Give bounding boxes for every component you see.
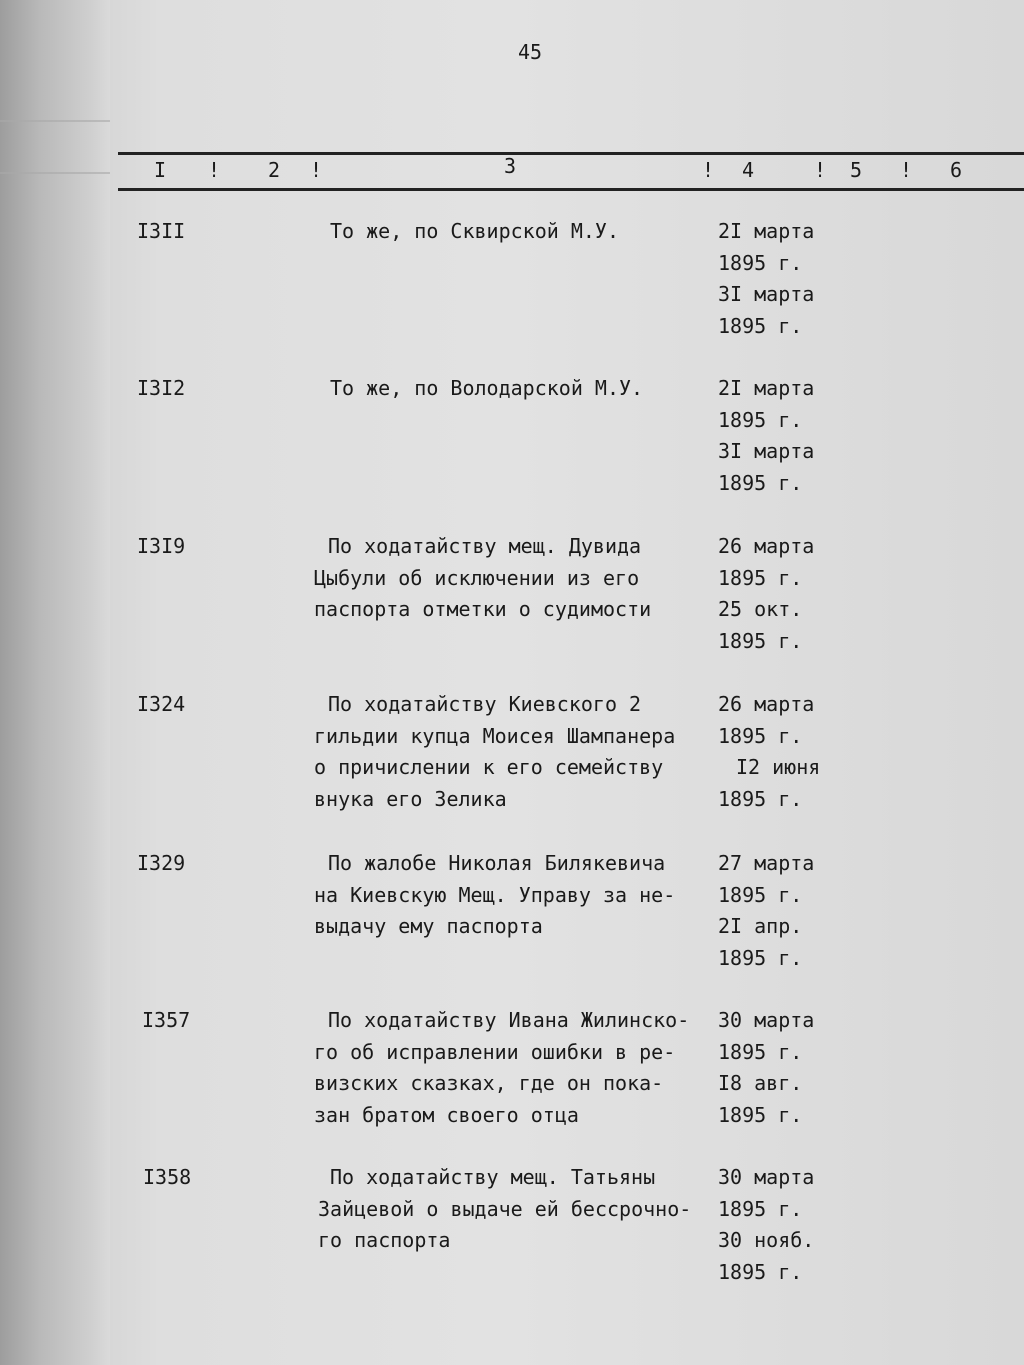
description-line: Цыбули об исключении из его bbox=[314, 565, 640, 590]
entry-number: I329 bbox=[137, 851, 186, 875]
entry-description bbox=[314, 1005, 714, 1131]
description-line: По ходатайству Ивана Жилинско- bbox=[328, 1008, 690, 1032]
date-line: 27 марта bbox=[718, 851, 815, 875]
description-line: То же, по Сквирской М.У. bbox=[330, 219, 619, 243]
description-line: выдачу ему паспорта bbox=[314, 914, 543, 938]
description-line: То же, по Володарской М.У. bbox=[330, 376, 644, 400]
description-line: гильдии купца Моисея Шампанера bbox=[314, 723, 676, 748]
date-line: 1895 г. bbox=[718, 1196, 803, 1221]
entry-dates bbox=[718, 373, 848, 499]
entry-description bbox=[314, 1162, 714, 1257]
entry-description bbox=[314, 848, 714, 943]
date-line: 1895 г. bbox=[718, 565, 803, 590]
description-line: внука его Зелика bbox=[314, 786, 507, 811]
header-separator: ! bbox=[310, 158, 323, 182]
entry-number: I3I2 bbox=[137, 376, 186, 400]
date-line: 1895 г. bbox=[718, 470, 803, 495]
date-line: 1895 г. bbox=[718, 882, 803, 907]
entry-dates bbox=[718, 216, 848, 342]
description-line: зан братом своего отца bbox=[314, 1102, 579, 1127]
entry-dates bbox=[718, 531, 848, 657]
entry-number: I357 bbox=[142, 1008, 191, 1032]
date-line: 30 марта bbox=[718, 1008, 815, 1032]
description-line: на Киевскую Мещ. Управу за не- bbox=[314, 882, 676, 907]
entry-description bbox=[314, 689, 714, 815]
header-col-6: 6 bbox=[950, 158, 963, 182]
entry-number: I324 bbox=[137, 692, 186, 716]
header-col-1: I bbox=[154, 158, 167, 182]
date-line: 1895 г. bbox=[718, 1039, 803, 1064]
entry-number: I358 bbox=[143, 1165, 192, 1189]
date-line: 2I марта bbox=[718, 219, 815, 243]
date-line: 1895 г. bbox=[718, 723, 803, 748]
entry-description bbox=[330, 216, 730, 248]
date-line: I2 июня bbox=[736, 755, 821, 779]
date-line: 1895 г. bbox=[718, 250, 803, 275]
page-number: 45 bbox=[517, 40, 543, 64]
entry-dates bbox=[718, 1162, 848, 1288]
date-line: 2I марта bbox=[718, 376, 815, 400]
description-line: го паспорта bbox=[318, 1228, 451, 1252]
description-line: По ходатайству мещ. Дувида bbox=[328, 534, 642, 558]
date-line: 1895 г. bbox=[718, 945, 803, 970]
date-line: 1895 г. bbox=[718, 313, 803, 338]
table-header bbox=[118, 154, 1024, 186]
entry-dates bbox=[718, 848, 848, 974]
date-line: 3I марта bbox=[718, 439, 815, 463]
entry-dates bbox=[718, 1005, 848, 1131]
date-line: 2I апр. bbox=[718, 914, 803, 938]
header-col-3: 3 bbox=[504, 154, 517, 178]
date-line: 26 марта bbox=[718, 534, 815, 558]
header-separator: ! bbox=[814, 158, 827, 182]
table-top-rule bbox=[118, 152, 1024, 155]
date-line: 30 нояб. bbox=[718, 1228, 815, 1252]
header-col-5: 5 bbox=[850, 158, 863, 182]
date-line: 1895 г. bbox=[718, 1102, 803, 1127]
date-line: 30 марта bbox=[718, 1165, 815, 1189]
date-line: 1895 г. bbox=[718, 1259, 803, 1284]
date-line: 26 марта bbox=[718, 692, 815, 716]
date-line: 1895 г. bbox=[718, 628, 803, 653]
entry-dates bbox=[718, 689, 848, 815]
date-line: 3I марта bbox=[718, 282, 815, 306]
description-line: о причислении к его семейству bbox=[314, 755, 664, 779]
book-spine bbox=[0, 0, 110, 1365]
header-col-2: 2 bbox=[268, 158, 281, 182]
entry-number: I3II bbox=[137, 219, 186, 243]
description-line: По ходатайству Киевского 2 bbox=[328, 692, 642, 716]
date-line: 1895 г. bbox=[718, 407, 803, 432]
date-line: 1895 г. bbox=[718, 786, 803, 811]
description-line: По жалобе Николая Билякевича bbox=[328, 851, 666, 875]
header-separator: ! bbox=[702, 158, 715, 182]
table-header-rule bbox=[118, 188, 1024, 191]
header-separator: ! bbox=[900, 158, 913, 182]
entry-number: I3I9 bbox=[137, 534, 186, 558]
date-line: 25 окт. bbox=[718, 597, 803, 621]
description-line: паспорта отметки о судимости bbox=[314, 597, 652, 621]
entry-description bbox=[314, 531, 714, 626]
header-col-4: 4 bbox=[742, 158, 755, 182]
date-line: I8 авг. bbox=[718, 1071, 803, 1095]
description-line: го об исправлении ошибки в ре- bbox=[314, 1039, 676, 1064]
description-line: Зайцевой о выдаче ей бессрочно- bbox=[318, 1196, 692, 1221]
description-line: По ходатайству мещ. Татьяны bbox=[330, 1165, 656, 1189]
spine-marks bbox=[0, 120, 110, 174]
entry-description bbox=[330, 373, 730, 405]
description-line: визских сказках, где он пока- bbox=[314, 1071, 664, 1095]
header-separator: ! bbox=[208, 158, 221, 182]
